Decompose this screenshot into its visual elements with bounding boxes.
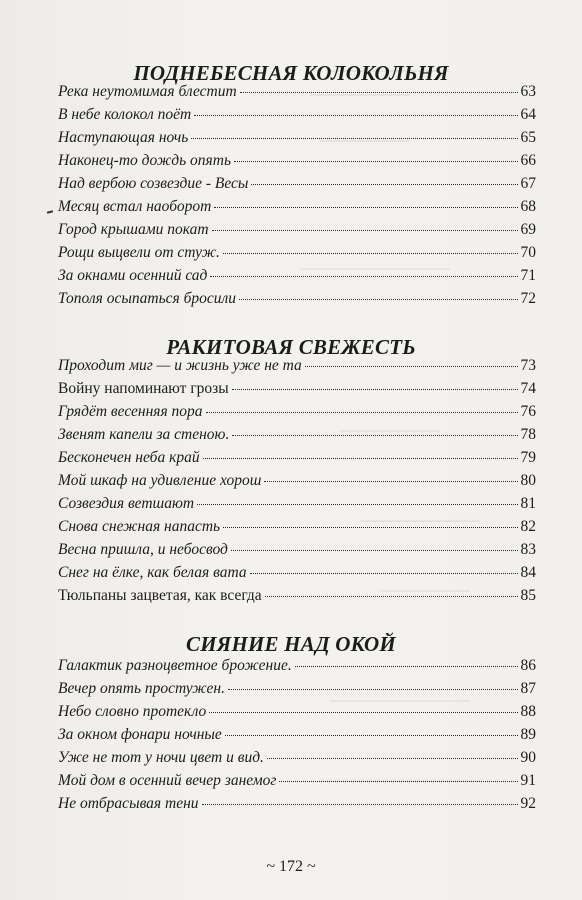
dot-leader (234, 161, 518, 162)
entry-title: Мой шкаф на удивление хорош (58, 472, 262, 489)
toc-entry[interactable] (58, 518, 536, 541)
entry-title: Войну напоминают грозы (58, 380, 229, 397)
entry-page: 74 (520, 380, 536, 397)
toc-entry[interactable] (58, 357, 536, 380)
entry-title: Бесконечен неба край (58, 449, 200, 466)
entry-page: 82 (520, 518, 536, 535)
toc-entry[interactable] (58, 772, 536, 795)
entry-title: Не отбрасывая тени (58, 795, 199, 812)
dot-leader (264, 481, 517, 482)
dot-leader (228, 689, 518, 690)
entry-page: 63 (520, 83, 536, 100)
dot-leader (305, 366, 518, 367)
entry-page: 78 (520, 426, 536, 443)
dot-leader (209, 712, 517, 713)
entry-title: Небо словно протекло (58, 703, 207, 720)
entry-title: Созвездия ветшают (58, 495, 195, 512)
entry-page: 84 (520, 564, 536, 581)
entry-page: 86 (520, 657, 536, 674)
entry-page: 85 (520, 587, 536, 604)
toc-section-2 (58, 357, 536, 610)
dot-leader (212, 230, 518, 231)
toc-entry[interactable] (58, 587, 536, 610)
dot-leader (214, 207, 517, 208)
entry-title: Над вербою созвездие - Весы (58, 175, 249, 192)
toc-section-3 (58, 657, 536, 818)
entry-title: Вечер опять простужен. (58, 680, 225, 697)
entry-title: Снег на ёлке, как белая вата (58, 564, 247, 581)
entry-page: 72 (520, 290, 536, 307)
dot-leader (210, 276, 517, 277)
entry-title: Тополя осыпаться бросили (58, 290, 237, 307)
entry-page: 68 (520, 198, 536, 215)
entry-page: 87 (520, 680, 536, 697)
dot-leader (250, 573, 518, 574)
entry-page: 91 (520, 772, 536, 789)
dot-leader (295, 666, 518, 667)
entry-title: В небе колокол поёт (58, 106, 192, 123)
toc-entry[interactable] (58, 198, 536, 221)
entry-page: 76 (520, 403, 536, 420)
dot-leader (232, 389, 518, 390)
entry-title: Месяц встал наоборот (58, 198, 212, 215)
entry-title: Уже не тот у ночи цвет и вид. (58, 749, 264, 766)
pencil-mark (47, 210, 53, 213)
toc-entry[interactable] (58, 106, 536, 129)
toc-entry[interactable] (58, 726, 536, 749)
entry-page: 89 (520, 726, 536, 743)
entry-page: 71 (520, 267, 536, 284)
toc-entry[interactable] (58, 267, 536, 290)
dot-leader (202, 804, 518, 805)
section-title-1: ПОДНЕБЕСНАЯ КОЛОКОЛЬНЯ (133, 61, 449, 85)
dot-leader (225, 735, 518, 736)
dot-leader (232, 435, 517, 436)
entry-page: 66 (520, 152, 536, 169)
toc-section-1 (58, 83, 536, 313)
entry-title: Весна пришла, и небосвод (58, 541, 228, 558)
dot-leader (240, 92, 518, 93)
page-number: ~ 172 ~ (266, 858, 316, 875)
toc-entry[interactable] (58, 795, 536, 818)
entry-page: 88 (520, 703, 536, 720)
dot-leader (223, 527, 517, 528)
toc-entry[interactable] (58, 290, 536, 313)
entry-page: 73 (520, 357, 536, 374)
entry-page: 65 (520, 129, 536, 146)
toc-entry[interactable] (58, 657, 536, 680)
entry-page: 64 (520, 106, 536, 123)
entry-page: 90 (520, 749, 536, 766)
toc-entry[interactable] (58, 449, 536, 472)
entry-title: Проходит миг — и жизнь уже не та (58, 357, 302, 374)
entry-page: 70 (520, 244, 536, 261)
entry-title: Снова снежная напасть (58, 518, 221, 535)
entry-title: Наступающая ночь (58, 129, 189, 146)
entry-page: 69 (520, 221, 536, 238)
toc-entry[interactable] (58, 564, 536, 587)
toc-entry[interactable] (58, 175, 536, 198)
entry-page: 80 (520, 472, 536, 489)
section-title-3: СИЯНИЕ НАД ОКОЙ (186, 632, 396, 656)
toc-entry[interactable] (58, 749, 536, 772)
toc-entry[interactable] (58, 680, 536, 703)
toc-entry[interactable] (58, 83, 536, 106)
dot-leader (203, 458, 518, 459)
section-title-2: РАКИТОВАЯ СВЕЖЕСТЬ (166, 335, 416, 359)
entry-title: Грядёт весенняя пора (58, 403, 203, 420)
entry-page: 79 (520, 449, 536, 466)
entry-title: За окнами осенний сад (58, 267, 208, 284)
dot-leader (206, 412, 518, 413)
toc-entry[interactable] (58, 221, 536, 244)
dot-leader (223, 253, 518, 254)
entry-title: Мой дом в осенний вечер занемог (58, 772, 277, 789)
entry-title: Река неутомимая блестит (58, 83, 237, 100)
entry-title: Тюльпаны зацветая, как всегда (58, 587, 262, 604)
entry-title: Рощи выцвели от стуж. (58, 244, 220, 261)
toc-entry[interactable] (58, 703, 536, 726)
toc-entry[interactable] (58, 403, 536, 426)
dot-leader (267, 758, 518, 759)
toc-entry[interactable] (58, 472, 536, 495)
entry-title: Наконец-то дождь опять (58, 152, 231, 169)
dot-leader (197, 504, 517, 505)
dot-leader (279, 781, 517, 782)
toc-entry[interactable] (58, 426, 536, 449)
toc-entry[interactable] (58, 495, 536, 518)
dot-leader (191, 138, 517, 139)
dot-leader (265, 596, 518, 597)
dot-leader (251, 184, 517, 185)
entry-page: 83 (520, 541, 536, 558)
toc-entry[interactable] (58, 541, 536, 564)
toc-entry[interactable] (58, 380, 536, 403)
entry-title: Галактик разноцветное брожение. (58, 657, 292, 674)
toc-entry[interactable] (58, 244, 536, 267)
dot-leader (231, 550, 518, 551)
entry-page: 92 (520, 795, 536, 812)
dot-leader (239, 299, 517, 300)
toc-entry[interactable] (58, 129, 536, 152)
toc-entry[interactable] (58, 152, 536, 175)
entry-title: Звенят капели за стеною. (58, 426, 230, 443)
entry-page: 81 (520, 495, 536, 512)
entry-title: Город крышами покат (58, 221, 209, 238)
dot-leader (194, 115, 517, 116)
entry-title: За окном фонари ночные (58, 726, 222, 743)
entry-page: 67 (520, 175, 536, 192)
